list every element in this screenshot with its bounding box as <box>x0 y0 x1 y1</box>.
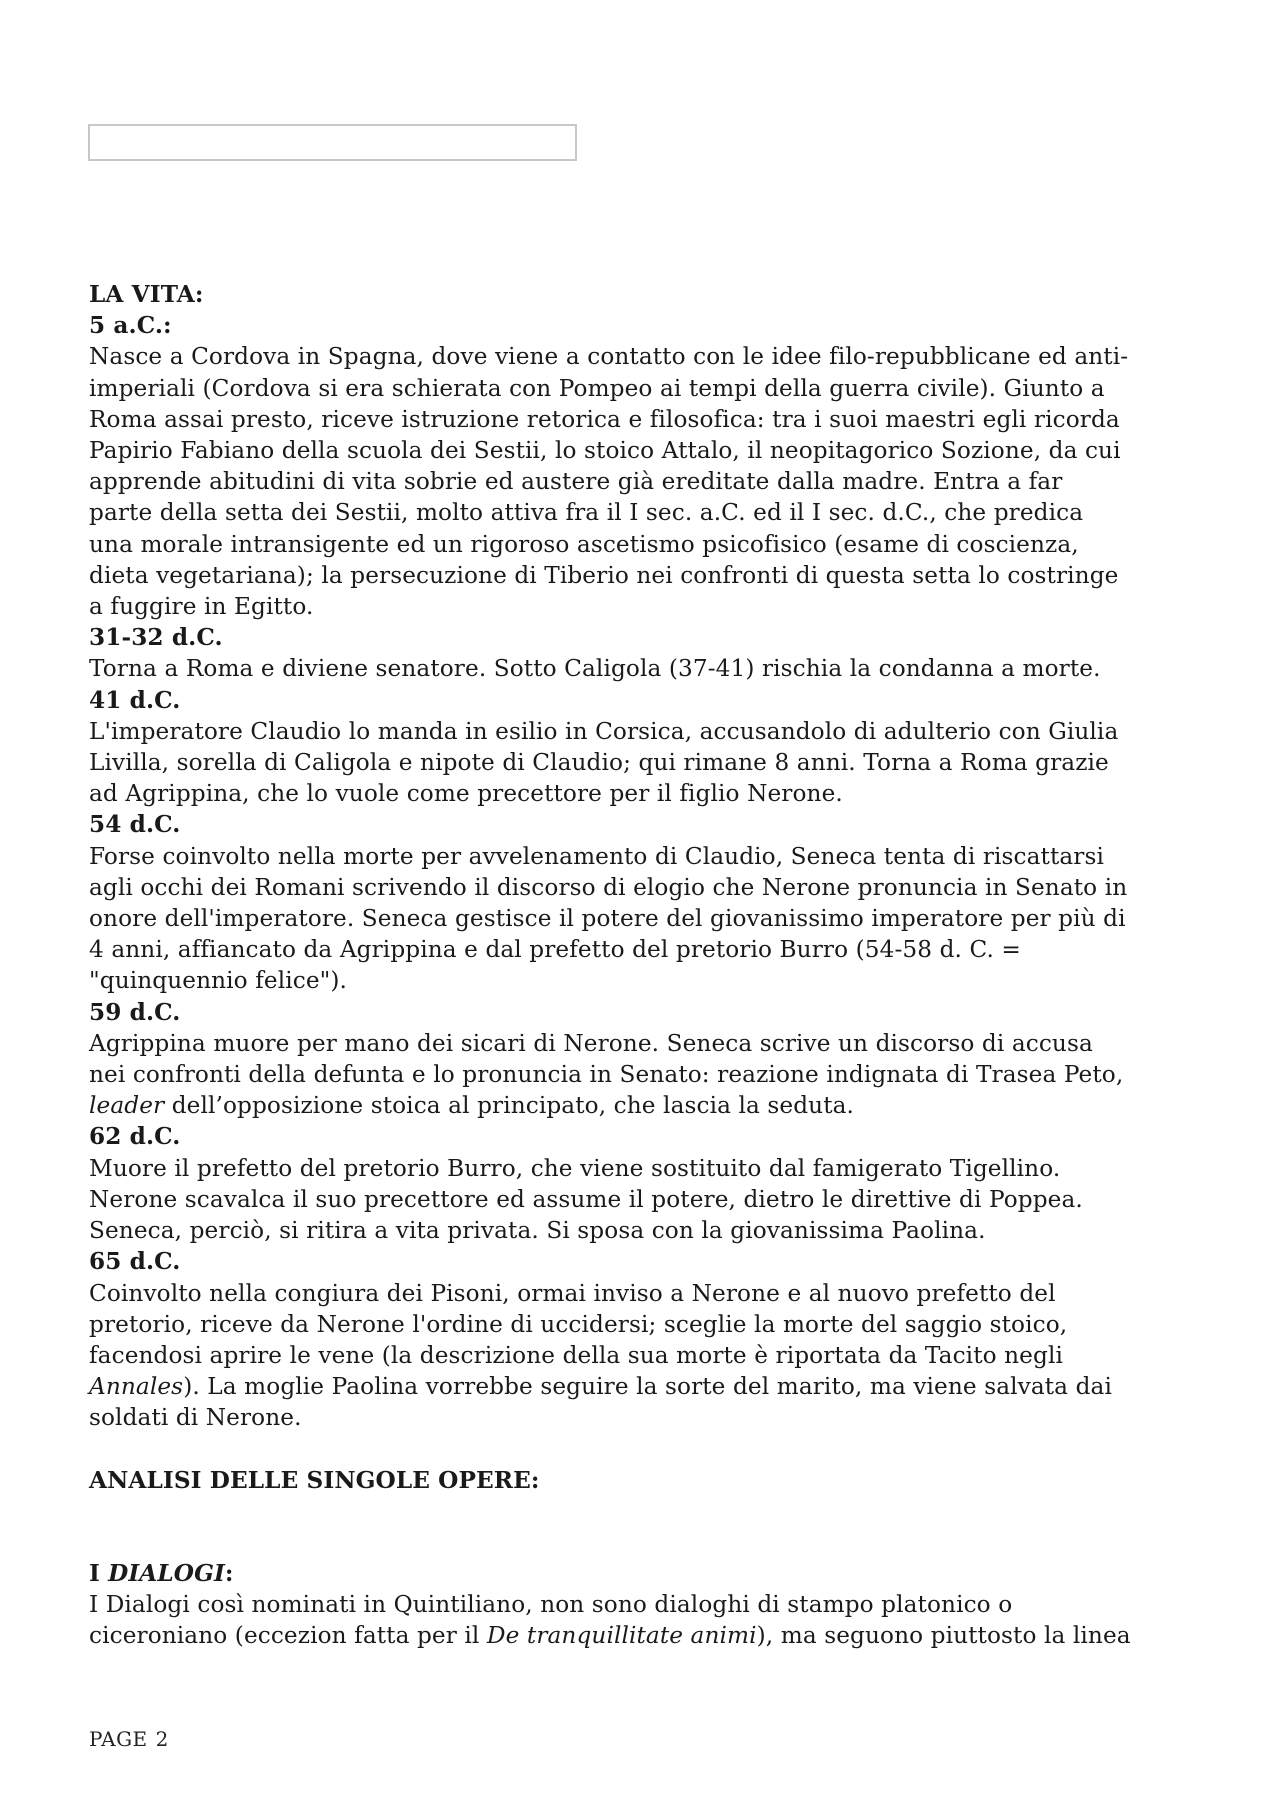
text-line: Seneca, perciò, si ritira a vita privata. Si sposa con la giovanissima Paolina. <box>89 1217 986 1245</box>
text-line: apprende abitudini di vita sobrie ed austere già ereditate dalla madre. Entra a far <box>89 468 1063 496</box>
date-heading: 59 d.C. <box>89 998 181 1026</box>
text-line: dieta vegetariana); la persecuzione di Tiberio nei confronti di questa setta lo costringe <box>89 561 1119 589</box>
text-span: dell’opposizione stoica al principato, che lascia la seduta. <box>164 1092 855 1120</box>
text-line: Forse coinvolto nella morte per avvelenamento di Claudio, Seneca tenta di riscattarsi <box>89 842 1104 870</box>
text-line: I Dialogi così nominati in Quintiliano, non sono dialoghi di stampo platonico o <box>89 1590 1013 1618</box>
date-heading: 31-32 d.C. <box>89 624 223 652</box>
date-heading: 5 a.C.: <box>89 312 172 340</box>
italic-text: DIALOGI <box>108 1559 225 1587</box>
section-heading-dialoghi <box>89 1558 1209 1589</box>
text-line <box>89 1620 1209 1651</box>
text-line: facendosi aprire le vene (la descrizione della sua morte è riportata da Tacito negli <box>89 1341 1063 1369</box>
text-span: I <box>89 1559 109 1587</box>
header-box <box>88 124 577 161</box>
italic-text: Annales <box>89 1373 184 1401</box>
text-span: ). La moglie Paolina vorrebbe seguire la sorte del marito, ma viene salvata dai <box>183 1373 1112 1401</box>
date-heading: 41 d.C. <box>89 686 181 714</box>
text-line: soldati di Nerone. <box>89 1404 302 1432</box>
text-span: ciceroniano (eccezion fatta per il <box>89 1622 487 1650</box>
text-line: pretorio, riceve da Nerone l'ordine di uccidersi; sceglie la morte del saggio stoico, <box>89 1310 1068 1338</box>
italic-text: leader <box>89 1092 165 1120</box>
text-line: agli occhi dei Romani scrivendo il discorso di elogio che Nerone pronuncia in Senato in <box>89 873 1128 901</box>
page-footer <box>89 1727 169 1751</box>
spacer <box>89 1434 1209 1465</box>
text-line: Coinvolto nella congiura dei Pisoni, ormai inviso a Nerone e al nuovo prefetto del <box>89 1279 1056 1307</box>
text-line: parte della setta dei Sestii, molto attiva fra il I sec. a.C. ed il I sec. d.C., che predica <box>89 499 1084 527</box>
text-line: Roma assai presto, riceve istruzione retorica e filosofica: tra i suoi maestri egli ricorda <box>89 405 1120 433</box>
page-content <box>89 279 1209 1651</box>
date-heading: 62 d.C. <box>89 1123 181 1151</box>
italic-text: De tranquillitate animi <box>486 1622 757 1650</box>
page-number: 2 <box>155 1727 169 1751</box>
text-line: L'imperatore Claudio lo manda in esilio in Corsica, accusandolo di adulterio con Giulia <box>89 717 1119 745</box>
text-line <box>89 1371 1209 1402</box>
text-line: nei confronti della defunta e lo pronuncia in Senato: reazione indignata di Trasea Peto, <box>89 1061 1124 1089</box>
text-span: ), ma seguono piuttosto la linea <box>756 1622 1131 1650</box>
text-line: "quinquennio felice"). <box>89 967 348 995</box>
spacer <box>89 1496 1209 1558</box>
text-line: 4 anni, affiancato da Agrippina e dal prefetto del pretorio Burro (54-58 d. C. = <box>89 936 1021 964</box>
text-line: imperiali (Cordova si era schierata con Pompeo ai tempi della guerra civile). Giunto a <box>89 374 1105 402</box>
text-line: una morale intransigente ed un rigoroso ascetismo psicofisico (esame di coscienza, <box>89 530 1079 558</box>
text-line: Nasce a Cordova in Spagna, dove viene a contatto con le idee filo-repubblicane ed anti- <box>89 343 1129 371</box>
date-heading: 54 d.C. <box>89 811 181 839</box>
text-line: Agrippina muore per mano dei sicari di Nerone. Seneca scrive un discorso di accusa <box>89 1029 1093 1057</box>
text-line <box>89 1090 1209 1121</box>
section-heading-opere: ANALISI DELLE SINGOLE OPERE: <box>89 1466 540 1494</box>
page-label: PAGE <box>89 1727 148 1751</box>
text-line: Nerone scavalca il suo precettore ed assume il potere, dietro le direttive di Poppea. <box>89 1185 1083 1213</box>
text-line: a fuggire in Egitto. <box>89 593 314 621</box>
section-heading-vita: LA VITA: <box>89 281 204 308</box>
text-span: : <box>224 1559 234 1587</box>
text-line: onore dell'imperatore. Seneca gestisce il potere del giovanissimo imperatore per più di <box>89 905 1126 933</box>
text-line: ad Agrippina, che lo vuole come precettore per il figlio Nerone. <box>89 780 843 808</box>
text-line: Livilla, sorella di Caligola e nipote di Claudio; qui rimane 8 anni. Torna a Roma grazie <box>89 749 1109 777</box>
date-heading: 65 d.C. <box>89 1248 181 1276</box>
text-line: Torna a Roma e diviene senatore. Sotto Caligola (37-41) rischia la condanna a morte. <box>89 655 1101 683</box>
text-line: Muore il prefetto del pretorio Burro, che viene sostituito dal famigerato Tigellino. <box>89 1154 1061 1182</box>
text-line: Papirio Fabiano della scuola dei Sestii, lo stoico Attalo, il neopitagorico Sozione, da cui <box>89 437 1121 465</box>
